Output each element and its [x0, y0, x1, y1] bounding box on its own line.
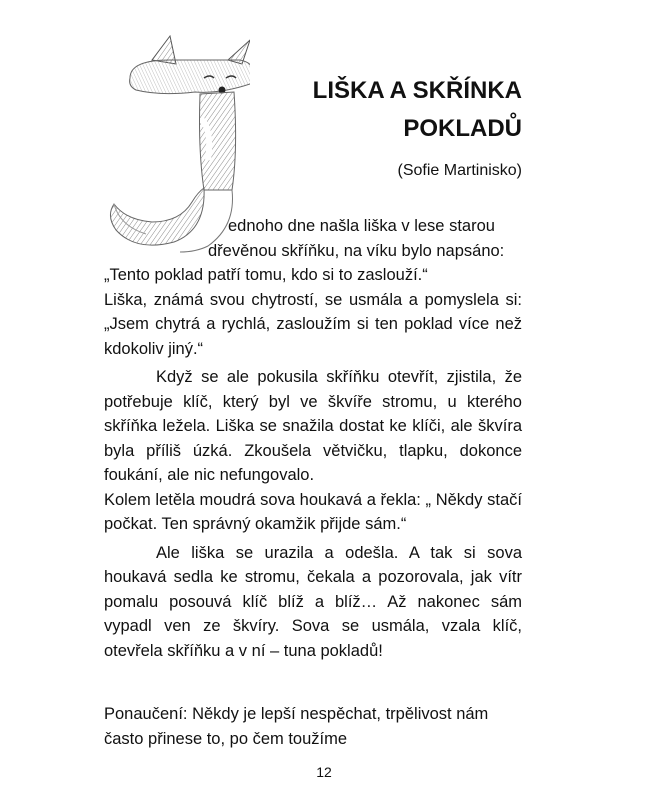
story-title-line-1: LIŠKA A SKŘÍNKA	[312, 77, 522, 104]
paragraph-fox-thought: Liška, známá svou chytrostí, se usmála a pomyslela si: „Jsem chytrá a rychlá, zasloužím si ten poklad více než kdokoliv jiný.“	[104, 290, 522, 358]
box-inscription: „Tento poklad patří tomu, kdo si to zaslouží.“	[104, 266, 428, 284]
story-title-line-2: POKLADŮ	[403, 115, 522, 142]
paragraph-ending: Ale liška se urazila a odešla. A tak si sova houkavá sedla ke stromu, čekala a pozorovala, jak vítr pomalu posouvá klíč blíž a blíž… Až nakonec sám vypadl ven ze škvíry. Sova se usmála, vzala klíč, otevřela skříňku a v ní – tuna pokladů!	[104, 543, 522, 660]
author-credit: (Sofie Martinisko)	[397, 162, 522, 179]
story-text	[104, 214, 522, 663]
paragraph-owl-advice: Kolem letěla moudrá sova houkavá a řekla: „ Někdy stačí počkat. Ten správný okamžik přijde sám.“	[104, 490, 522, 533]
story-title	[313, 72, 522, 148]
opening-line-1: ednoho dne našla liška v lese starou	[228, 217, 495, 235]
paragraph-key-attempt: Když se ale pokusila skříňku otevřít, zjistila, že potřebuje klíč, který byl ve škvíře stromu, u kterého skříňka ležela. Liška se snažila dostat ke klíči, ale škvíra byla příliš úzká. Zkoušela větvičku, tlapku, dokonce foukání, ale nic nefungovalo.	[104, 368, 522, 484]
opening-line-2: dřevěnou skříňku, na víku bylo napsáno:	[208, 241, 505, 260]
page-number: 12	[316, 764, 332, 780]
moral-of-story: Ponaučení: Někdy je lepší nespěchat, trpělivost nám často přinese to, po čem toužíme	[104, 705, 489, 748]
